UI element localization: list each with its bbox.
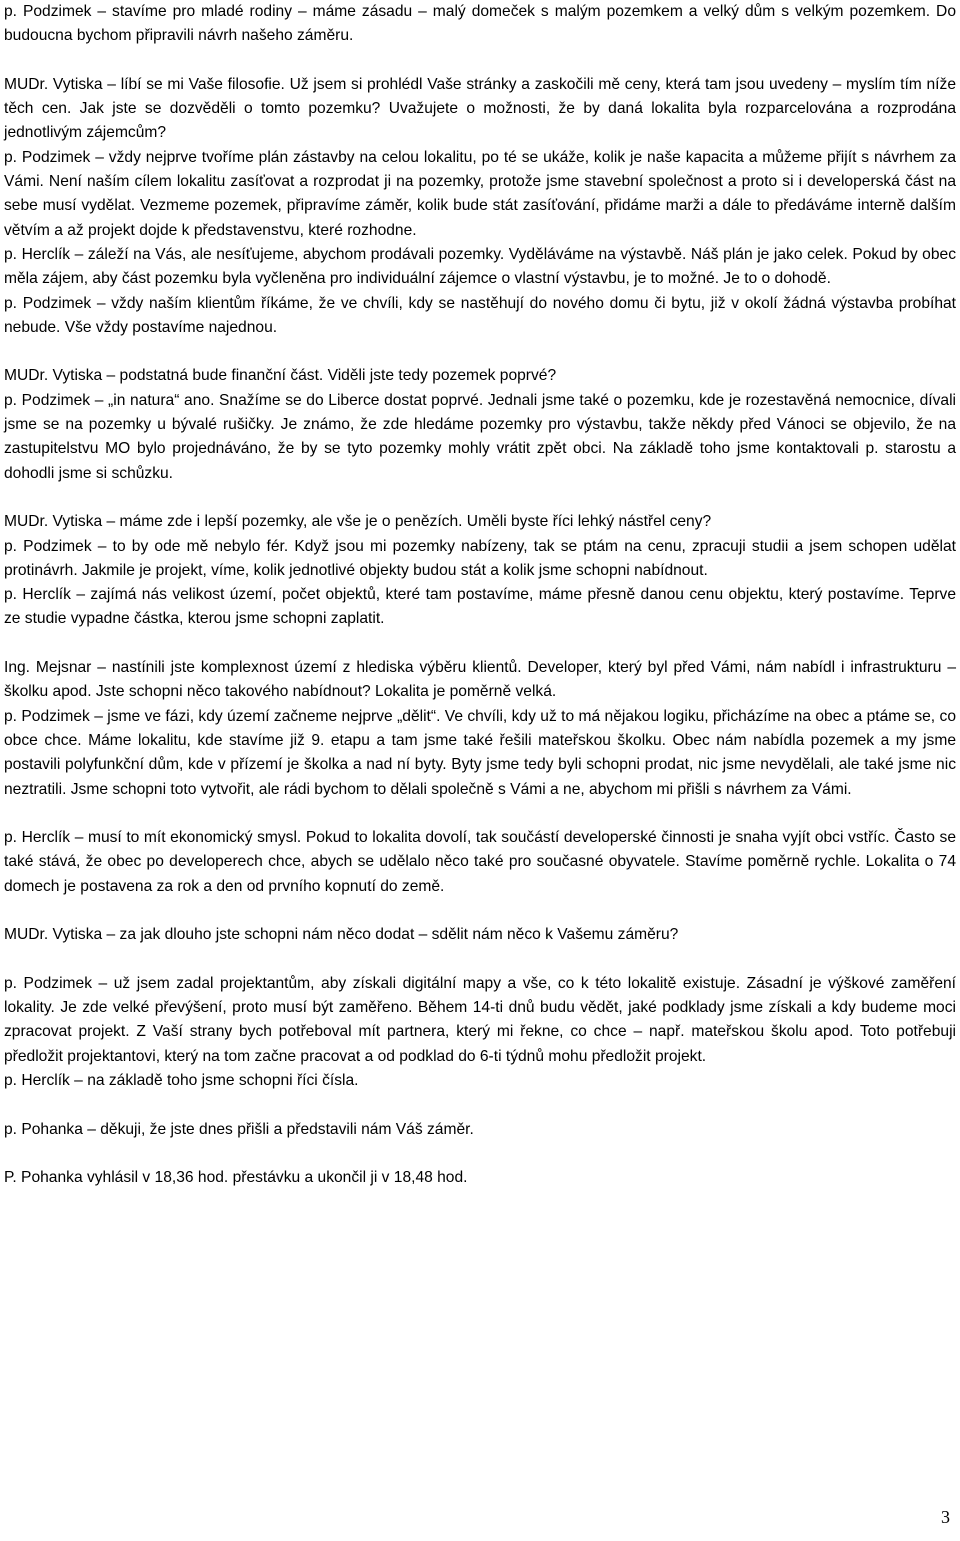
paragraph-pohanka-1: p. Pohanka – děkuji, že jste dnes přišli a představili nám Váš záměr. xyxy=(4,1120,474,1138)
paragraph-vytiska-3: MUDr. Vytiska – máme zde i lepší pozemky, ale vše je o penězích. Uměli byste říci lehký nástřel ceny? xyxy=(4,513,712,531)
paragraph-gap xyxy=(4,1142,956,1166)
paragraph-gap xyxy=(4,49,956,73)
paragraph-gap xyxy=(4,632,956,656)
paragraph-gap xyxy=(4,486,956,510)
paragraph-herclik-1: p. Herclík – záleží na Vás, ale nesíťujeme, abychom prodávali pozemky. Vyděláváme na výstavbě. Náš plán je jako celek. Pokud by obec měla zájem, aby část pozemku byla vyčleněna pro individuální zájemce o vlastní výstavbu, je to možné. Je to o dohodě. xyxy=(4,245,956,288)
page-number: 3 xyxy=(941,1506,950,1527)
paragraph-pohanka-2: P. Pohanka vyhlásil v 18,36 hod. přestávku a ukončil ji v 18,48 hod. xyxy=(4,1169,468,1187)
paragraph-gap xyxy=(4,899,956,923)
paragraph-vytiska-1: MUDr. Vytiska – líbí se mi Vaše filosofie. Už jsem si prohlédl Vaše stránky a zaskočili mě ceny, která tam jsou uvedeny – myslím tím níže těch cen. Jak jste se dozvěděli o tomto pozemku? Uvažujete o možnosti, že by daná lokalita byla rozparcelována a rozprodána jednotlivým zájemcům? xyxy=(4,75,956,142)
paragraph-podzimek-1: p. Podzimek – stavíme pro mladé rodiny – máme zásadu – malý domeček s malým pozemkem a velký dům s velkým pozemkem. Do budoucna bychom připravili návrh našeho záměru. xyxy=(4,3,956,45)
paragraph-podzimek-2: p. Podzimek – vždy nejprve tvoříme plán zástavby na celou lokalitu, po té se ukáže, kolik je naše kapacita a můžeme přijít s návrhem za Vámi. Není naším cílem lokalitu zasíťovat a rozprodat ji na pozemky, protože jsme stavební společnost a proto si i developerská část na sebe musí vydělat. Vezmeme pozemek, připravíme záměr, kolik bude stát zasíťování, přidáme marži a dále to předáváme interně dalším větvím a až projekt dojde k představenstvu, které rozhodne. xyxy=(4,148,956,239)
paragraph-vytiska-2: MUDr. Vytiska – podstatná bude finanční část. Viděli jste tedy pozemek poprvé? xyxy=(4,367,557,385)
paragraph-podzimek-6: p. Podzimek – jsme ve fázi, kdy území začneme nejprve „dělit“. Ve chvíli, kdy už to má nějakou logiku, přicházíme na obec a ptáme se, co obce chce. Máme lokalitu, kde stavíme již 9. etapu a tam jsme také řešili mateřskou školku. Obec nám nabídla pozemek a my jsme postavili polyfunkční dům, kde v přízemí je školka a nad ní byty. Byty jsme tedy byli schopni prodat, nic jsme nevydělali, ale také jsme nic neztratili. Jsme schopni toto vytvořit, ale rádi bychom to dělali společně s Vámi a ne, abychom mi přišli s návrhem za Vámi. xyxy=(4,707,956,798)
paragraph-gap xyxy=(4,1093,956,1117)
paragraph-gap xyxy=(4,802,956,826)
paragraph-podzimek-4: p. Podzimek – „in natura“ ano. Snažíme se do Liberce dostat poprvé. Jednali jsme také o pozemku, kde je rozestavěná nemocnice, dívali jsme se na pozemky u bývalé rušičky. Je známo, že zde hledáme pozemky pro výstavbu, takže někdy před Vánoci se objevilo, že na zastupitelstvu MO bylo projednáváno, že by se tyto pozemky mohly vrátit zpět obci. Na základě toho jsme kontaktovali p. starostu a dohodli jsme si schůzku. xyxy=(4,391,956,482)
paragraph-herclik-3: p. Herclík – musí to mít ekonomický smysl. Pokud to lokalita dovolí, tak součástí developerské činnosti je snaha vyjít obci vstříc. Často se také stává, že obec po developerech chce, abych se udělalo něco také pro současné obyvatele. Stavíme poměrně rychle. Lokalita o 74 domech je postavena za rok a den od prvního kopnutí do země. xyxy=(4,829,956,895)
paragraph-podzimek-3: p. Podzimek – vždy naším klientům říkáme, že ve chvíli, kdy se nastěhují do nového domu či bytu, již v okolí žádná výstavba probíhat nebude. Vše vždy postavíme najednou. xyxy=(4,294,956,336)
document-page xyxy=(4,0,956,1541)
paragraph-gap xyxy=(4,948,956,972)
paragraph-herclik-2: p. Herclík – zajímá nás velikost území, počet objektů, které tam postavíme, máme přesně danou cenu objektu, který postavíme. Teprve ze studie vypadne částka, kterou jsme schopni zaplatit. xyxy=(4,586,956,628)
paragraph-vytiska-4: MUDr. Vytiska – za jak dlouho jste schopni nám něco dodat – sdělit nám něco k Vašemu záměru? xyxy=(4,926,679,944)
paragraph-gap xyxy=(4,340,956,364)
paragraph-podzimek-5: p. Podzimek – to by ode mě nebylo fér. Když jsou mi pozemky nabízeny, tak se ptám na cenu, zpracuji studii a jsem schopen udělat protinávrh. Jakmile je projekt, víme, kolik jednotlivé objekty budou stát a kolik jsme schopni nabídnout. xyxy=(4,537,956,579)
paragraph-podzimek-7: p. Podzimek – už jsem zadal projektantům, aby získali digitální mapy a vše, co k této lokalitě existuje. Zásadní je výškové zaměření lokality. Je zde velké převýšení, proto musí být zaměřeno. Během 14-ti dnů budu vědět, jaké podklady jsme získali a kdy budeme moci zpracovat projekt. Z Vaší strany bych potřeboval mít partnera, který mi řekne, co chce – např. mateřskou školu apod. Toto potřebuji předložit projektantovi, který na tom začne pracovat a od podklad do 6-ti týdnů mohu předložit projekt. xyxy=(4,974,956,1065)
paragraph-mejsnar-1: Ing. Mejsnar – nastínili jste komplexnost území z hlediska výběru klientů. Developer, který byl před Vámi, nám nabídl i infrastrukturu – školku apod. Jste schopni něco takového nabídnout? Lokalita je poměrně velká. xyxy=(4,659,956,701)
paragraph-herclik-4: p. Herclík – na základě toho jsme schopni říci čísla. xyxy=(4,1072,359,1090)
